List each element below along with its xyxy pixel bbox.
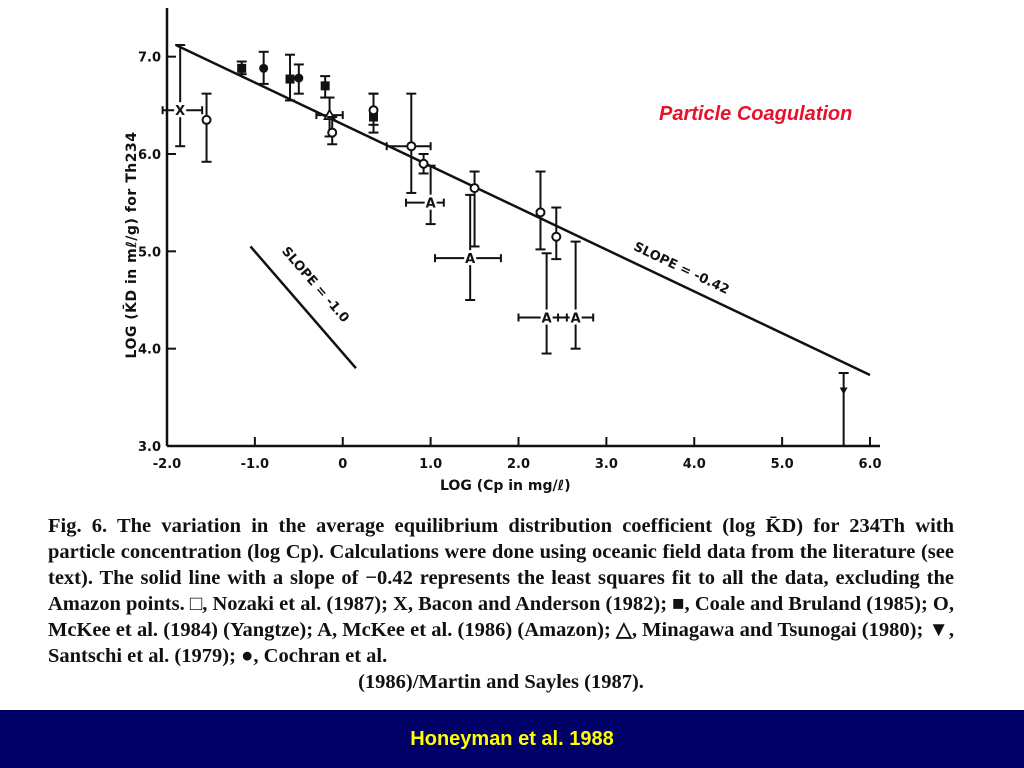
y-tick-label: 6.0: [137, 148, 161, 163]
data-point: [471, 184, 479, 192]
data-point: A: [465, 252, 476, 268]
x-tick-label: 4.0: [682, 457, 706, 472]
footer-bar: [0, 710, 1024, 768]
data-point: [237, 64, 246, 73]
data-point: [536, 208, 544, 216]
x-tick-label: 1.0: [419, 457, 443, 472]
caption-last-line: (1986)/Martin and Sayles (1987).: [358, 671, 644, 693]
data-point: [286, 75, 295, 84]
citation-credit: Honeyman et al. 1988: [410, 727, 614, 750]
x-tick-label: 5.0: [770, 457, 794, 472]
x-axis-title: LOG (Cp in mg/ℓ): [440, 478, 571, 494]
data-point: A: [570, 311, 581, 327]
y-tick-label: 5.0: [137, 245, 161, 261]
data-point: [407, 142, 415, 150]
slide-title: Particle Coagulation: [659, 103, 853, 125]
data-point: A: [541, 311, 552, 327]
x-tick-label: -2.0: [152, 457, 182, 472]
data-point: [294, 74, 303, 83]
fit-line: [176, 45, 870, 375]
y-tick-label: 4.0: [137, 342, 161, 358]
x-tick-label: -1.0: [240, 457, 270, 472]
x-tick-label: 0: [338, 457, 348, 472]
data-point: [840, 388, 848, 395]
x-tick-label: 2.0: [506, 457, 531, 472]
data-point: [552, 233, 560, 241]
caption-body: The variation in the average equilibrium distribution coefficient (log K̄D) for 234Th with particle concentration (log Cp). Calculations were done using oceanic field data from the literature (see text). The solid line with a slope of −0.42 represents the least squares fit to all the data, excluding the Amazon points. □, Nozaki et al. (1987); X, Bacon and Anderson (1982); ■, Coale and Bruland (1985); O, McKee et al. (1984) (Yangtze); A, McKee et al. (1986) (Amazon); △, Minagawa and Tsunogai (1980); ▼, Santschi et al. (1979); ●, Cochran et al.: [48, 515, 954, 667]
data-point: [203, 116, 211, 124]
y-axis-title: LOG (K̄D in mℓ/g) for Th234: [124, 131, 140, 359]
reference-line-label: SLOPE = -1.0: [278, 244, 352, 326]
data-point: [328, 129, 336, 137]
data-point: X: [175, 104, 186, 120]
x-tick-label: 3.0: [594, 457, 618, 472]
y-tick-label: 7.0: [137, 50, 161, 66]
data-point: [321, 81, 330, 90]
fit-line-label: SLOPE = -0.42: [631, 239, 732, 298]
figure-caption: [48, 513, 954, 695]
data-point: A: [425, 196, 436, 212]
x-tick-label: 6.0: [858, 457, 882, 472]
y-tick-label: 3.0: [137, 440, 161, 455]
data-point: [370, 106, 378, 114]
caption-fig-label: Fig. 6.: [48, 515, 108, 537]
data-point: [259, 64, 268, 73]
